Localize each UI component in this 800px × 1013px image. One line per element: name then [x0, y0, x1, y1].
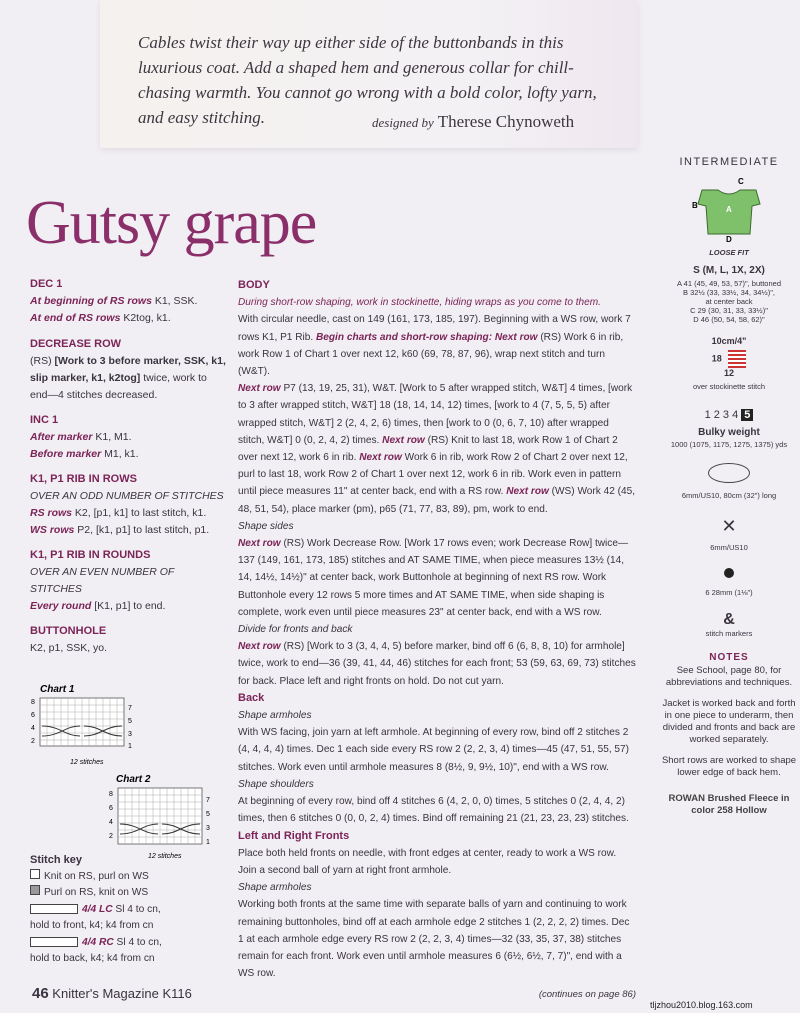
yarn-brand: ROWAN Brushed Fleece in color 258 Hollow [668, 793, 790, 816]
notes-heading: NOTES [709, 652, 749, 663]
svg-text:5: 5 [206, 811, 210, 818]
intro-blurb: Cables twist their way up either side of the buttonbands in this luxurious coat. Add a shaped hem and generous collar for chill-chasing warmth. You cannot go wrong with a bold color, lofty yarn, and easy stitching. [138, 33, 597, 127]
svg-text:3: 3 [206, 825, 210, 832]
circular-needle-icon [708, 463, 750, 483]
svg-text:6: 6 [31, 712, 35, 719]
chart-1-title: Chart 1 [40, 684, 75, 695]
byline: designed by Therese Chynoweth [372, 112, 575, 131]
rib-rows-heading: K1, P1 RIB IN ROWS [30, 473, 137, 485]
chart-2 [108, 772, 248, 862]
gauge-swatch-icon [728, 350, 746, 368]
sizes: S (M, L, 1X, 2X) [693, 265, 765, 276]
page-title: Gutsy grape [26, 189, 317, 257]
svg-text:B: B [692, 201, 698, 210]
svg-text:8: 8 [31, 699, 35, 706]
yarn-weight-5-icon: 5 [741, 409, 753, 421]
svg-text:12 stitches: 12 stitches [148, 853, 182, 860]
svg-text:7: 7 [206, 797, 210, 804]
right-cross-icon [30, 937, 78, 947]
svg-text:1: 1 [128, 743, 132, 750]
svg-text:A: A [726, 205, 732, 214]
fronts-heading: Left and Right Fronts [238, 829, 350, 842]
svg-text:8: 8 [109, 791, 113, 798]
svg-text:12 stitches: 12 stitches [70, 759, 104, 766]
stitch-markers-icon: & [723, 611, 735, 628]
skill-level: INTERMEDIATE [679, 156, 779, 168]
back-heading: Back [238, 691, 265, 704]
button-icon [724, 568, 734, 578]
svg-text:3: 3 [128, 731, 132, 738]
buttonhole-heading: BUTTONHOLE [30, 625, 107, 637]
needles-icon: ✕ [721, 516, 737, 536]
right-column: INTERMEDIATE C B A D LOOSE FIT S (M, L, 1X, 2X) A 41 (45, 49, 53, 57)", buttoned B 32½ (33, 33½, 34, 34½)", at center back C 29 (30, 31, 33, 33½)" D 46 (50, 54, 58, 62)" 10cm/4" 18 12 over stockinette stitch 1 2 3 4 5 Bulky weight 1000 (1075, 1175, 1275, 1375) yds 6mm/US10, 80cm (32") long ✕ 6mm/US10 6 28mm (1⅛") & stitch markers NOTES See School, page 80, for abbreviations and techniques. Jacket is worked back and forth in one piece to underarm, then divided and fronts and back are worked separately. Short rows are worked to shape lower edge of back hem. ROWAN Brushed Fleece in color 258 Hollow [661, 156, 797, 816]
main-column: BODY During short-row shaping, work in stockinette, hiding wraps as you come to them. With circular needle, cast on 149 (161, 173, 185, 197). Beginning with a WS row, work 7 rows K1, P1 Rib. Begin charts and short-row shaping: Next row (RS) Work 6 in rib, work Row 1 of Chart 1 over next 12, k60 (69, 78, 87, 96), wrap next stitch and turn (W&T). Next row P7 (13, 19, 25, 31), W&T. [Work to 5 after wrapped stitch, W&T] 4 times, [work to 3 after wrapped stitch, W&T] 18 (18, 14, 14, 12) times, [work to 4 (7, 5, 5, 5) after wrapped stitch, W&T] 2 (2, 4, 2, 6) times, then [work to 0 (0, 6, 7, 10) after wrapped stitch, W&T] 0 (0, 2, 4, 2) times. Next row (RS) Knit to last 18, work Row 1 of Chart 2 over next 12, work 6 in rib. Next row Work 6 in rib, work Row 2 of Chart 2 over next 12, purl to last 18, work Row 2 of Chart 1 over next 12, work 6 in rib. Work even in pattern until piece measures 11" at center back, end with a RS row. Next row (WS) Work 42 (45, 48, 51, 54), place marker (pm), p65 (71, 77, 83, 89), pm, work to end. Shape sides Next row (RS) Work Decrease Row. [Work 17 rows even; work Decrease Row] twice—137 (149, 161, 173, 185) stitches and AT SAME TIME, when piece measures 13½ (14, 14, 14½, 14½)" at center back, work Buttonhole at beginning of next RS row. Work Buttonhole every 12 rows 5 more times and AT SAME TIME, when side shaping is complete, work even until piece measures 23" at center back, end with a WS row. Divide for fronts and back Next row (RS) [Work to 3 (3, 4, 4, 5) before marker, bind off 6 (6, 8, 8, 10) for armhole] twice, work to end—36 (39, 41, 44, 46) stitches for each front; 53 (59, 63, 69, 73) stitches for back. Place left and right fronts on hold. Do not cut yarn. Back Shape armholes With WS facing, join yarn at left armhole. At beginning of every row, bind off 2 stitches 2 (4, 4, 4, 4) times. Dec 1 each side every RS row 2 (2, 2, 3, 4) times—45 (47, 51, 55, 57) stitches. Work even until armhole measures 8 (8½, 9, 9½, 10)", end with a WS row. Shape shoulders At beginning of every row, bind off 4 stitches 6 (4, 2, 0, 0) times, 5 stitches 0 (2, 4, 4, 2) times, then 6 stitches 0 (0, 0, 2, 4) times. Bind off remaining 21 (21, 23, 23, 23) stitches. Left and Right Fronts Place both held fronts on needle, with front edges at center, ready to work a WS row. Join a second ball of yarn at right front armhole. Shape armholes Working both fronts at the same time with separate balls of yarn and continuing to work remaining buttonholes, bind off at each armhole edge 2 stitches 1 (2, 2, 2, 2) times. Dec 1 at each armhole edge every RS row 2 (2, 2, 3, 4) times—32 (33, 35, 37, 38) stitches remain for each front. Work even until armhole measures 6 (6½, 6½, 7, 7)", end with a WS row. (continues on page 86) [238, 277, 636, 1004]
chart-1 [30, 682, 170, 772]
chart-2-title: Chart 2 [116, 774, 151, 785]
svg-text:C: C [738, 177, 744, 186]
stitch-key: Stitch key Knit on RS, purl on WS Purl on RS, knit on WS 4/4 LC Sl 4 to cn, hold to front, k4; k4 from cn 4/4 RC Sl 4 to cn, hold to back, k4; k4 from cn [30, 852, 226, 968]
garment-diagram [660, 174, 798, 246]
svg-text:5: 5 [128, 718, 132, 725]
svg-text:4: 4 [109, 819, 113, 826]
designer-name: Therese Chynoweth [437, 112, 575, 131]
rib-rounds-heading: K1, P1 RIB IN ROUNDS [30, 549, 151, 561]
knit-box-icon [30, 869, 40, 879]
decrease-row-heading: DECREASE ROW [30, 338, 122, 350]
svg-text:7: 7 [128, 705, 132, 712]
svg-text:6: 6 [109, 805, 113, 812]
left-cross-icon [30, 904, 78, 914]
body-intro: During short-row shaping, work in stockinette, hiding wraps as you come to them. [238, 297, 601, 309]
continues-note: (continues on page 86) [538, 989, 636, 1001]
svg-text:4: 4 [31, 725, 35, 732]
svg-text:2: 2 [109, 833, 113, 840]
page-footer: 46 Knitter's Magazine K116 [32, 985, 192, 1002]
left-column: DEC 1 At beginning of RS rows K1, SSK. At end of RS rows K2tog, k1. DECREASE ROW (RS) [Work to 3 before marker, SSK, k1, slip marker, k1, k2tog] twice, work to end—4 stitches decreased. INC 1 After marker K1, M1. Before marker M1, k1. K1, P1 RIB IN ROWS OVER AN ODD NUMBER OF STITCHES RS rows K2, [p1, k1] to last stitch, k1. WS rows P2, [k1, p1] to last stitch, p1. K1, P1 RIB IN ROUNDS OVER AN EVEN NUMBER OF STITCHES Every round [K1, p1] to end. BUTTONHOLE K2, p1, SSK, yo. [30, 278, 226, 654]
inc1-heading: INC 1 [30, 414, 59, 426]
decrease-row-text: (RS) [Work to 3 before marker, SSK, k1, slip marker, k1, k2tog] twice, work to end—4 stitches decreased. [30, 355, 226, 401]
stitch-key-title: Stitch key [30, 854, 82, 866]
watermark: tljzhou2010.blog.163.com [650, 1000, 753, 1010]
svg-text:D: D [726, 235, 732, 244]
svg-text:2: 2 [31, 738, 35, 745]
dec1-heading: DEC 1 [30, 278, 63, 290]
svg-text:1: 1 [206, 839, 210, 846]
body-heading: BODY [238, 279, 270, 291]
purl-box-icon [30, 885, 40, 895]
